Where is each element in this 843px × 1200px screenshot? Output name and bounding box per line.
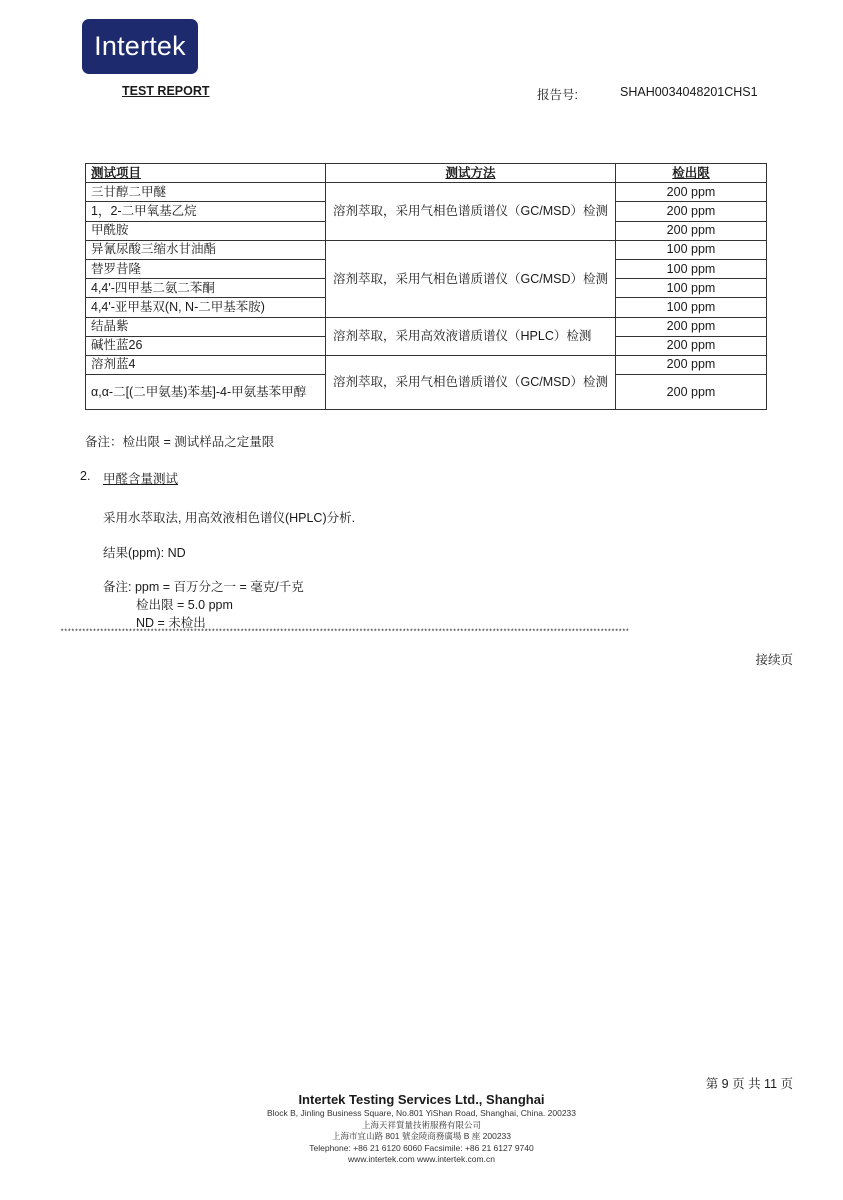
section-method: 采用水萃取法, 用高效液相色谱仪(HPLC)分析. — [103, 511, 356, 525]
report-number: SHAH0034048201CHS1 — [620, 85, 758, 99]
table-header-row — [86, 164, 767, 183]
footer-phone: Telephone: +86 21 6120 6060 Facsimile: +86 21 6127 9740 — [309, 1142, 534, 1153]
test-item: 碱性蓝26 — [86, 336, 326, 355]
test-item: 4,4'-四甲基二氨二苯酮 — [86, 279, 326, 298]
detection-limit: 200 ppm — [616, 183, 767, 202]
continued-label: 接续页 — [755, 653, 793, 667]
table-row — [86, 355, 767, 374]
detection-limit: 200 ppm — [616, 202, 767, 221]
test-item: α,α-二[(二甲氨基)苯基]-4-甲氨基苯甲醇 — [86, 375, 326, 410]
test-item: 替罗昔隆 — [86, 259, 326, 278]
test-item: 1，2-二甲氧基乙烷 — [86, 202, 326, 221]
test-item: 溶剂蓝4 — [86, 355, 326, 374]
detection-limit: 200 ppm — [616, 221, 767, 240]
footer-company: Intertek Testing Services Ltd., Shanghai — [298, 1092, 545, 1107]
page-number: 第 9 页 共 11 页 — [705, 1077, 793, 1091]
header-test-method: 测试方法 — [326, 164, 616, 183]
section-result: 结果(ppm): ND — [103, 546, 186, 560]
page-footer — [0, 1091, 843, 1166]
report-number-label: 报告号: — [537, 88, 578, 102]
logo-text: Intertek — [94, 31, 186, 61]
header-detection-limit: 检出限 — [616, 164, 767, 183]
detection-limit: 200 ppm — [616, 336, 767, 355]
detection-limit: 100 ppm — [616, 259, 767, 278]
footer-address: Block B, Jinling Business Square, No.801 YiShan Road, Shanghai, China. 200233 — [266, 1108, 577, 1118]
table-row — [86, 183, 767, 202]
footer-websites: www.intertek.com www.intertek.com.cn — [348, 1154, 495, 1164]
section-note: 备注: ppm = 百万分之一 = 毫克/千克 — [103, 580, 304, 594]
section-title: 甲醛含量测试 — [103, 472, 179, 486]
intertek-logo — [82, 19, 198, 74]
section-number: 2. — [80, 469, 91, 483]
section-note-line: ND = 未检出 — [136, 616, 206, 630]
test-item: 三甘醇二甲醚 — [86, 183, 326, 202]
test-item: 4,4'-亚甲基双(N, N-二甲基苯胺) — [86, 298, 326, 317]
detection-limit: 200 ppm — [616, 375, 767, 410]
test-method: 溶剂萃取，采用气相色谱质谱仪（GC/MSD）检测 — [326, 355, 616, 409]
detection-limit: 100 ppm — [616, 298, 767, 317]
detection-limit: 200 ppm — [616, 355, 767, 374]
test-method: 溶剂萃取，采用气相色谱质谱仪（GC/MSD）检测 — [326, 183, 616, 241]
table-row — [86, 317, 767, 336]
section-note-line: 检出限 = 5.0 ppm — [136, 598, 233, 612]
footer-company-cn: 上海天祥質量技術服務有限公司 — [361, 1119, 481, 1130]
detection-limit: 200 ppm — [616, 317, 767, 336]
detection-limit: 100 ppm — [616, 279, 767, 298]
test-methods-table — [85, 163, 767, 410]
header-test-item: 测试项目 — [86, 164, 326, 183]
footer-address-cn: 上海市宜山路 801 號金陵商務廣場 B 座 200233 — [331, 1131, 512, 1141]
test-method: 溶剂萃取，采用气相色谱质谱仪（GC/MSD）检测 — [326, 240, 616, 317]
report-title: TEST REPORT — [122, 84, 210, 98]
table-note: 备注：检出限 = 测试样品之定量限 — [85, 435, 275, 449]
detection-limit: 100 ppm — [616, 240, 767, 259]
table-row — [86, 240, 767, 259]
test-item: 异氰尿酸三缩水甘油酯 — [86, 240, 326, 259]
test-item: 甲酰胺 — [86, 221, 326, 240]
test-item: 结晶紫 — [86, 317, 326, 336]
test-method: 溶剂萃取，采用高效液谱质谱仪（HPLC）检测 — [326, 317, 616, 355]
separator-line: ************************************************************************************************************************************************************** — [60, 629, 629, 637]
